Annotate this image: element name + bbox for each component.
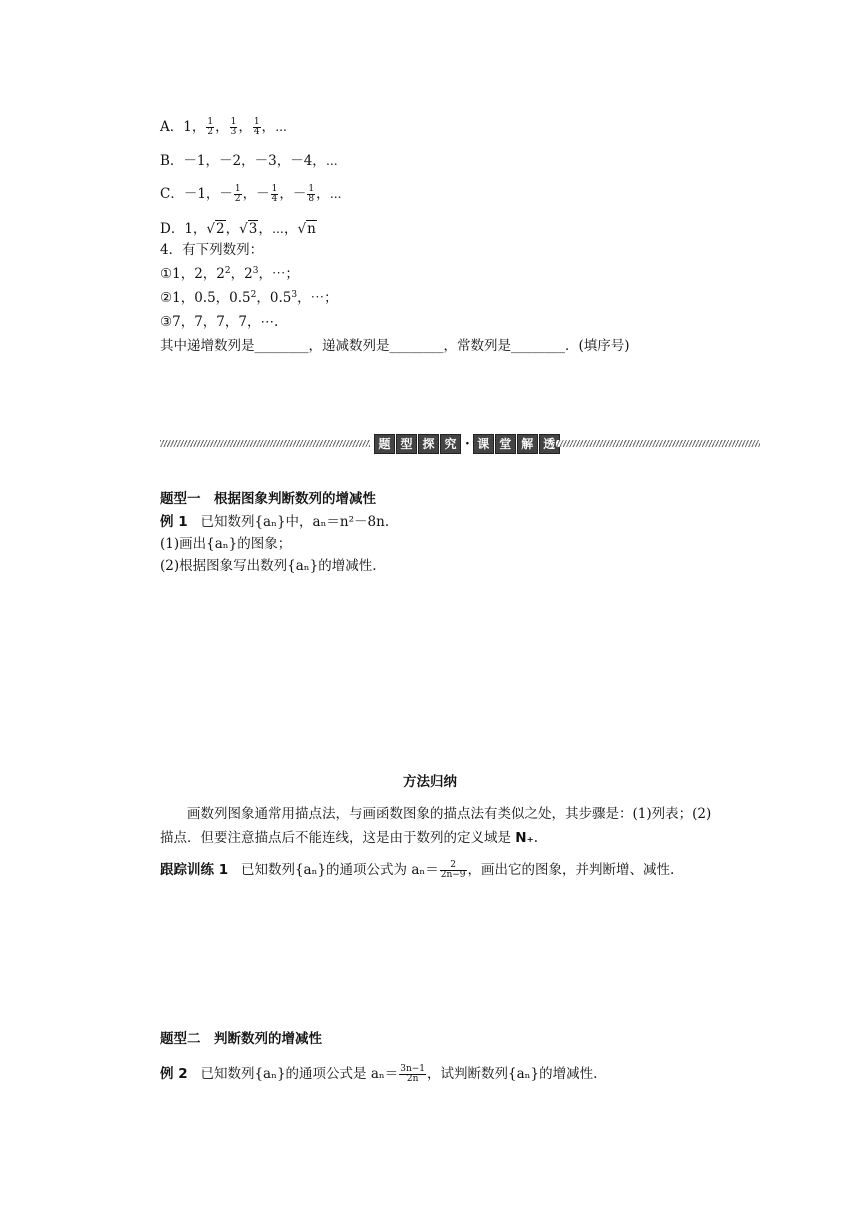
method-title: 方法归纳 bbox=[403, 774, 457, 790]
fraction-1-4: $\frac{1}{4}$ bbox=[271, 184, 278, 204]
example-2-fraction: $\frac{3n-1}{2n}$ bbox=[400, 1064, 426, 1084]
fraction-1-4: $\frac{1}{4}$ bbox=[253, 117, 260, 137]
fraction-1-2: $\frac{1}{2}$ bbox=[234, 184, 241, 204]
option-b: B．－1，－2，－3，－4，⋯ bbox=[160, 153, 338, 169]
banner-char: 究 bbox=[440, 434, 461, 454]
banner-char: 探 bbox=[418, 434, 439, 454]
example-1-part2: (2)根据图象写出数列{aₙ}的增减性. bbox=[160, 558, 377, 574]
section-banner bbox=[374, 434, 561, 454]
example-1-part1: (1)画出{aₙ}的图象； bbox=[160, 536, 292, 552]
training-1-fraction: $\frac{2}{2n-9}$ bbox=[440, 860, 466, 880]
q4-title: 4．有下列数列： bbox=[160, 242, 264, 258]
example-2-label: 例 2 bbox=[160, 1066, 188, 1082]
banner-char: 堂 bbox=[495, 434, 516, 454]
fraction-1-8: $\frac{1}{8}$ bbox=[308, 184, 315, 204]
example-1: 例 1 已知数列{aₙ}中，aₙ＝n²－8n. bbox=[160, 514, 390, 530]
q4-seq2: ②1，0.5，$0.5^2$，$0.5^3$，⋯； bbox=[160, 290, 338, 306]
sqrt-2: √2 bbox=[206, 221, 225, 237]
example-2: 例 2 已知数列{aₙ}的通项公式是 aₙ＝ $\frac{3n-1}{2n}$ ，试判断数列{aₙ}的增减性. bbox=[160, 1064, 598, 1084]
training-1: 跟踪训练 1 已知数列{aₙ}的通项公式为 aₙ＝ $\frac{2}{2n-9}$ ，画出它的图象，并判断增、减性. bbox=[160, 860, 675, 880]
sqrt-3: √3 bbox=[239, 221, 258, 237]
domain-symbol: N₊ bbox=[515, 830, 534, 846]
banner-char: 课 bbox=[473, 434, 494, 454]
option-a: A．1， $\frac{1}{2}$ ， $\frac{1}{3}$ ， $\frac{1}{4}$ ，⋯ bbox=[160, 117, 288, 137]
method-body-line1: 画数列图象通常用描点法，与画函数图象的描点法有类似之处，其步骤是：(1)列表；(2) bbox=[187, 806, 712, 822]
example-1-label: 例 1 bbox=[160, 514, 188, 530]
sqrt-n: √n bbox=[297, 221, 316, 237]
fraction-1-3: $\frac{1}{3}$ bbox=[230, 117, 237, 137]
q4-seq3: ③7，7，7，7，⋯. bbox=[160, 314, 279, 330]
method-body-line2: 描点．但要注意描点后不能连线，这是由于数列的定义域是 N₊. bbox=[160, 830, 539, 846]
banner-separator: · bbox=[465, 436, 470, 452]
banner-right-hatch bbox=[556, 440, 760, 447]
banner-char: 透 bbox=[539, 434, 560, 454]
option-c: C．－1，－ $\frac{1}{2}$ ，－ $\frac{1}{4}$ ，－ $\frac{1}{8}$ ，⋯ bbox=[160, 184, 342, 204]
training-1-label: 跟踪训练 1 bbox=[160, 862, 229, 878]
q4-seq1: ①1，2，$2^2$，$2^3$，⋯； bbox=[160, 266, 299, 282]
banner-char: 题 bbox=[374, 434, 395, 454]
q4-question: 其中递增数列是________，递减数列是________，常数列是________．(填序号) bbox=[160, 338, 630, 354]
option-d: D．1，√2，√3，⋯，√n bbox=[160, 221, 316, 237]
fraction-1-2: $\frac{1}{2}$ bbox=[207, 117, 214, 137]
type2-heading: 题型二 判断数列的增减性 bbox=[160, 1031, 322, 1047]
type1-heading: 题型一 根据图象判断数列的增减性 bbox=[160, 491, 376, 507]
banner-char: 解 bbox=[517, 434, 538, 454]
banner-left-hatch bbox=[160, 440, 370, 447]
banner-char: 型 bbox=[396, 434, 417, 454]
